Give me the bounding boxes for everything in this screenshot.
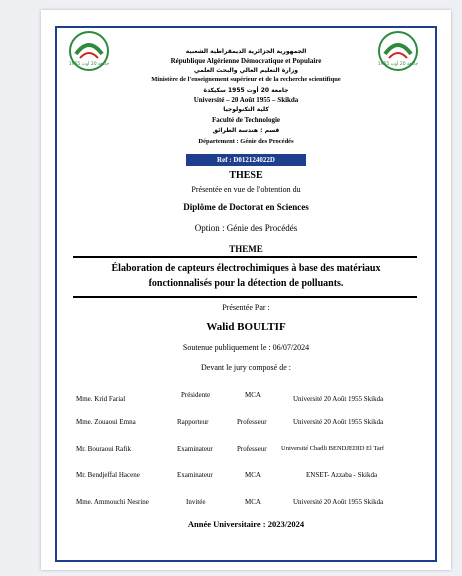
thesis-type: THESE	[229, 170, 263, 181]
presented-by: Présentée Par :	[222, 303, 270, 312]
jury-grade: MCA	[245, 498, 261, 506]
author-name: Walid BOULTIF	[206, 321, 286, 333]
header-arabic-university: جامعة 20 أوت 1955 سكيكدة	[203, 87, 289, 94]
defense-date: Soutenue publiquement le : 06/07/2024	[182, 343, 310, 352]
jury-grade: MCA	[245, 391, 261, 399]
jury-institution: Université 20 Août 1955 Skikda	[293, 395, 384, 403]
jury-role: Invitée	[186, 498, 206, 506]
header-faculty: Faculté de Technologie	[211, 116, 281, 124]
jury-role: Examinateur	[177, 471, 213, 479]
presented-for: Présentée en vue de l'obtention du	[191, 185, 301, 194]
logo-right-text: جامعة 20 أوت 1955	[377, 62, 419, 67]
title-rule-top	[73, 256, 417, 258]
jury-role: Examinateur	[177, 445, 213, 453]
header-department: Département : Génie des Procédés	[198, 138, 294, 145]
header-arabic-department: قسم : هندسة الطرائق	[212, 127, 280, 134]
diploma: Diplôme de Doctorat en Sciences	[183, 202, 309, 212]
jury-grade: Professeur	[237, 418, 267, 426]
jury-institution: Université Chadli BENDJEDID El Tarf	[281, 445, 385, 452]
jury-name: Mme. Zouaoui Emna	[76, 418, 136, 426]
jury-name: Mme. Ammouchi Nesrine	[76, 498, 149, 506]
thesis-title-line1: Élaboration de capteurs électrochimiques à base des matériaux	[111, 263, 381, 274]
document-page	[41, 10, 451, 570]
header-republic: République Algérienne Démocratique et Populaire	[170, 57, 322, 65]
jury-role: Rapporteur	[177, 418, 209, 426]
header-arabic-ministry: وزارة التعليم العالي والبحث العلمي	[193, 67, 298, 74]
jury-role: Présidente	[181, 391, 211, 399]
jury-name: Mr. Bendjeffal Hacene	[76, 471, 140, 479]
thesis-title-line2: fonctionnalisés pour la détection de polluants.	[148, 278, 344, 289]
jury-institution: Université 20 Août 1955 Skikda	[293, 498, 384, 506]
jury-intro: Devant le jury composé de :	[201, 363, 291, 372]
header-ministry: Ministère de l'enseignement supérieur et de la recherche scientifique	[151, 76, 341, 83]
jury-grade: Professeur	[237, 445, 267, 453]
theme-label: THEME	[229, 244, 263, 254]
option: Option : Génie des Procédés	[194, 223, 298, 233]
header-university: Université – 20 Août 1955 – Skikda	[193, 96, 299, 104]
academic-year: Année Universitaire : 2023/2024	[187, 519, 305, 529]
title-rule-bottom	[73, 296, 417, 298]
jury-institution: Université 20 Août 1955 Skikda	[293, 418, 384, 426]
jury-institution: ENSET- Azzaba - Skikda	[306, 471, 378, 479]
jury-name: Mme. Krid Farial	[76, 395, 126, 403]
jury-name: Mr. Bouraoui Rafik	[76, 445, 132, 453]
logo-left-text: جامعة 20 أوت 1955	[68, 62, 110, 67]
header-arabic-faculty: كلية التكنولوجيا	[223, 106, 269, 113]
header-arabic-republic: الجمهورية الجزائرية الديمقراطية الشعبية	[185, 48, 307, 55]
jury-grade: MCA	[245, 471, 261, 479]
reference-badge: Ref : D012124022D	[186, 154, 306, 166]
